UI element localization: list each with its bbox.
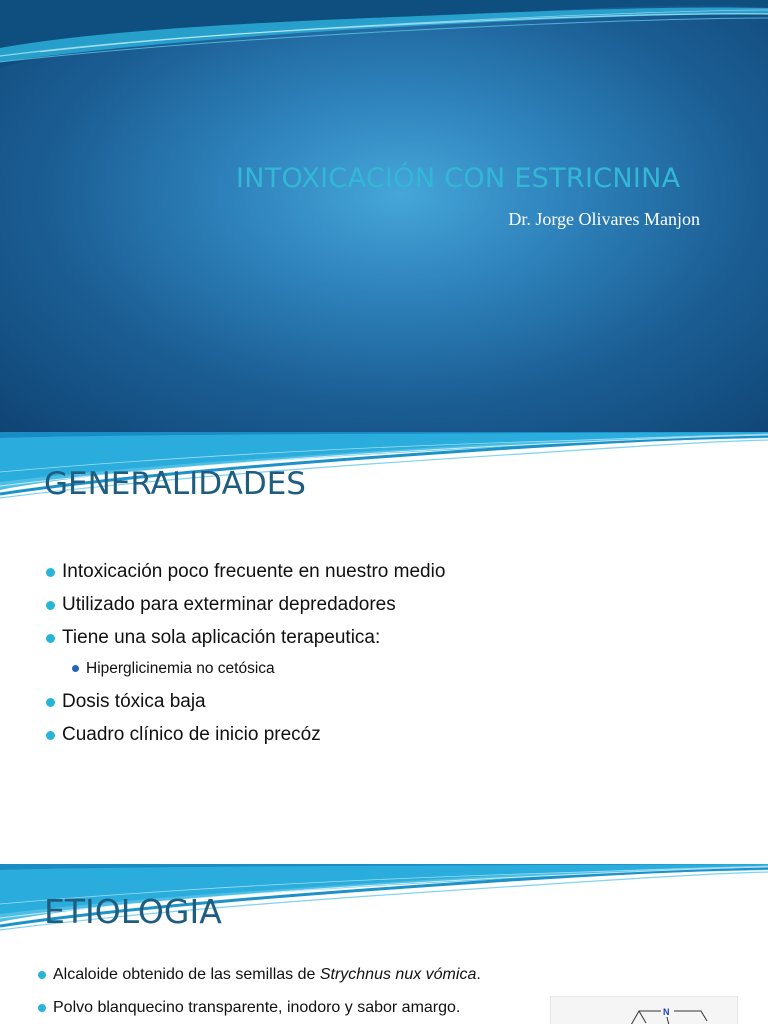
bullet-text-end: . [476, 966, 481, 983]
bullet-text: Alcaloide obtenido de las semillas de [53, 966, 320, 983]
bullet-text: Cuadro clínico de inicio precóz [62, 724, 321, 745]
sub-bullet-dot-icon [72, 665, 79, 672]
species-name: Strychnus nux vómica [319, 966, 477, 983]
title-slide [0, 0, 768, 432]
bullet-item [46, 626, 445, 659]
bullet-item [38, 997, 481, 1024]
strychnine-structure-image [550, 996, 738, 1024]
generalidades-slide [0, 432, 768, 864]
bullet-text: Dosis tóxica baja [62, 691, 206, 712]
bullet-dot-icon [46, 634, 55, 643]
slide-title: INTOXICACIÓN CON ESTRICNINA [236, 163, 681, 194]
bullet-item [46, 690, 445, 723]
bullet-dot-icon [46, 601, 55, 610]
bullet-item [46, 593, 445, 626]
slide-subtitle: Dr. Jorge Olivares Manjon [508, 209, 700, 229]
etiologia-slide [0, 864, 768, 1024]
bullet-item [38, 964, 481, 997]
molecule-icon [551, 997, 737, 1024]
bullet-item [46, 560, 445, 593]
sub-bullet-item [72, 659, 445, 690]
bullet-list [46, 560, 445, 756]
wave-decoration [0, 0, 768, 70]
bullet-dot-icon [46, 698, 55, 707]
slide-heading: ETIOLOGIA [44, 892, 222, 931]
sub-bullet-text: Hiperglicinemia no cetósica [86, 660, 275, 677]
bullet-text: Tiene una sola aplicación terapeutica: [62, 627, 381, 648]
bullet-list [38, 964, 481, 1024]
nitrogen-atom-label: N [663, 1007, 670, 1017]
slide-heading: GENERALIDADES [44, 466, 306, 502]
bullet-text: Utilizado para exterminar depredadores [62, 594, 396, 615]
bullet-text: Intoxicación poco frecuente en nuestro medio [62, 561, 446, 582]
bullet-dot-icon [38, 971, 46, 979]
bullet-dot-icon [46, 731, 55, 740]
bullet-dot-icon [46, 568, 55, 577]
bullet-item [46, 723, 445, 756]
bullet-dot-icon [38, 1004, 46, 1012]
bullet-text: Polvo blanquecino transparente, inodoro y sabor amargo. [53, 999, 461, 1016]
